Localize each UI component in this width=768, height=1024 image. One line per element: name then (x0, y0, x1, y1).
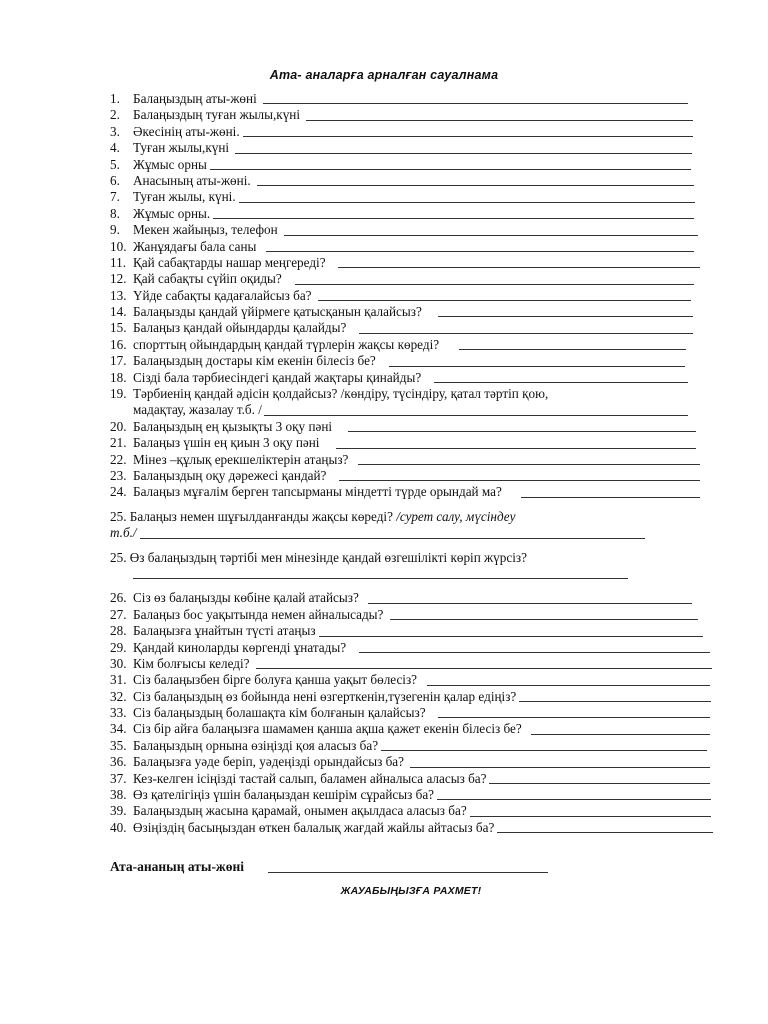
question-item (110, 91, 730, 107)
question-text: Балаңыз мұғалім берген тапсырманы міндетті түрде орындай ма? (133, 484, 502, 500)
question-item (110, 124, 730, 140)
question-item (110, 484, 730, 500)
question-item (110, 239, 730, 255)
answer-line[interactable] (459, 349, 686, 350)
page-title: Ата- аналарға арналған сауалнама (269, 68, 499, 82)
question-number: 38. (110, 787, 127, 803)
question-item (110, 640, 730, 656)
question-number: 15. (110, 320, 127, 336)
question-item (110, 672, 730, 688)
answer-line[interactable] (264, 415, 688, 416)
answer-line[interactable] (368, 603, 692, 604)
question-number: 30. (110, 655, 127, 671)
question-number: 24. (110, 484, 127, 500)
question-number: 23. (110, 467, 127, 483)
answer-line[interactable] (257, 185, 694, 186)
question-text: Балаңыздың жасына қарамай, онымен ақылдаса аласыз ба? (133, 803, 467, 819)
question-number: 9. (110, 222, 120, 238)
answer-line[interactable] (319, 636, 703, 637)
question-item (110, 803, 730, 819)
answer-line[interactable] (497, 832, 713, 833)
question-number: 11. (110, 254, 126, 270)
question-number: 27. (110, 606, 127, 622)
question-number: 35. (110, 737, 127, 753)
question-text: Кім болғысы келеді? (133, 655, 250, 671)
question-text: Анасының аты-жөні. (133, 172, 251, 188)
question-text: Сіз балаңыздың болашақта кім болғанын қалайсыз? (133, 705, 426, 721)
question-number: 33. (110, 705, 127, 721)
question-number: 16. (110, 336, 127, 352)
question-text: Сіз бір айға балаңызға шамамен қанша ақша қажет екенін білесіз бе? (133, 721, 522, 737)
question-text: Мінез –құлық ерекшеліктерін атаңыз? (133, 451, 349, 467)
answer-line[interactable] (438, 717, 710, 718)
question-item (110, 320, 730, 336)
answer-line[interactable] (390, 619, 698, 620)
answer-line[interactable] (434, 382, 688, 383)
thanks-text: ЖАУАБЫҢЫЗҒА РАХМЕТ! (340, 885, 482, 897)
question-number: 18. (110, 369, 127, 385)
question-number: 13. (110, 287, 127, 303)
question-number: 10. (110, 238, 127, 254)
answer-line[interactable] (266, 251, 694, 252)
question-item (110, 705, 730, 721)
question-text: Жұмыс орны (133, 156, 207, 172)
answer-line[interactable] (470, 816, 711, 817)
question-number: 3. (110, 123, 120, 139)
question-number: 26. (110, 590, 127, 606)
question-item (110, 107, 730, 123)
question-number: 34. (110, 721, 127, 737)
question-text: Балаңыздың туған жылы,күні (133, 107, 301, 123)
question-text: Балаңыз қандай ойындарды қалайды? (133, 320, 347, 336)
question-item (110, 820, 730, 836)
answer-line[interactable] (358, 464, 700, 465)
question-number: 14. (110, 304, 127, 320)
question-number: 29. (110, 639, 127, 655)
answer-line[interactable] (348, 431, 696, 432)
question-number: 8. (110, 205, 120, 221)
answer-line[interactable] (438, 316, 693, 317)
question-text: Әкесінің аты-жөні. (133, 123, 240, 139)
question-text: Балаңыздың достары кім екенін білесіз бе? (133, 353, 376, 369)
question-25a-cont: т.б./ (110, 525, 730, 541)
question-item (110, 288, 730, 304)
question-number: 2. (110, 107, 120, 123)
answer-line[interactable] (306, 120, 693, 121)
question-25a: 25. Балаңыз немен шұғылданғанды жақсы көреді? /сурет салу, мүсіндеу (110, 508, 516, 524)
question-25b-cont (110, 566, 730, 582)
question-number: 17. (110, 353, 127, 369)
answer-line[interactable] (256, 668, 712, 669)
question-25b: 25. Өз балаңыздың тәртібі мен мінезінде қандай өзгешілікті көріп жүрсіз? (110, 549, 527, 565)
question-item (110, 607, 730, 623)
question-item (110, 738, 730, 754)
question-item (110, 787, 730, 803)
question-list (110, 91, 730, 836)
question-text: Балаңыздың ең қызықты 3 оқу пәні (133, 418, 333, 434)
answer-line[interactable] (489, 783, 710, 784)
question-item (110, 206, 730, 222)
question-text: Сіз өз балаңызды көбіне қалай атайсыз? (133, 590, 359, 606)
question-number: 19. (110, 386, 127, 402)
answer-line[interactable] (389, 366, 685, 367)
answer-line[interactable] (339, 480, 700, 481)
question-text: Мекен жайыңыз, телефон (133, 222, 278, 238)
question-item (110, 623, 730, 639)
answer-line[interactable] (381, 750, 707, 751)
answer-line[interactable] (336, 448, 696, 449)
question-text: Сіз балаңызбен бірге болуға қанша уақыт бөлесіз? (133, 672, 418, 688)
question-number: 4. (110, 140, 120, 156)
answer-line[interactable] (243, 136, 693, 137)
answer-line[interactable] (263, 103, 688, 104)
question-text: Сіз балаңыздың өз бойында нені өзгерткенін,түзегенін қалар едіңіз? (133, 688, 517, 704)
answer-line[interactable] (213, 218, 694, 219)
question-number: 32. (110, 688, 127, 704)
question-item (110, 189, 730, 205)
question-item (110, 656, 730, 672)
question-item (110, 353, 730, 369)
question-number: 5. (110, 156, 120, 172)
answer-line[interactable] (338, 267, 700, 268)
question-number: 40. (110, 819, 127, 835)
question-item (110, 386, 730, 402)
question-text: Өз қателігіңіз үшін балаңыздан кешірім сұрайсыз ба? (133, 787, 435, 803)
question-text: Балаңыздың оқу дәрежесі қандай? (133, 467, 327, 483)
question-number: 12. (110, 271, 127, 287)
question-item (110, 452, 730, 468)
question-text: Кез-келген ісіңізді тастай салып, баламен айналыса аласыз ба? (133, 770, 487, 786)
question-number: 39. (110, 803, 127, 819)
answer-line[interactable] (519, 701, 711, 702)
question-item (110, 689, 730, 705)
answer-line[interactable] (410, 767, 710, 768)
answer-line[interactable] (235, 153, 692, 154)
answer-line[interactable] (239, 202, 695, 203)
question-item (110, 140, 730, 156)
question-text: Балаңыздың орнына өзіңізді қоя аласыз ба? (133, 737, 379, 753)
question-text: Жанұядағы бала саны (133, 238, 257, 254)
question-text: спорттың ойындардың қандай түрлерін жақсы көреді? (133, 336, 440, 352)
answer-line[interactable] (318, 300, 691, 301)
question-item (110, 590, 730, 606)
question-text: Туған жылы,күні (133, 140, 230, 156)
question-text: Балаңыздың аты-жөні (133, 91, 257, 106)
question-number: 1. (110, 91, 120, 106)
question-text: Туған жылы, күні. (133, 189, 236, 205)
question-text: Балаңызға ұнайтын түсті атаңыз (133, 623, 316, 639)
question-number: 6. (110, 172, 120, 188)
question-item (110, 157, 730, 173)
question-item-cont (110, 402, 730, 418)
question-item (110, 419, 730, 435)
question-item (110, 304, 730, 320)
question-number: 36. (110, 754, 127, 770)
question-text-cont: мадақтау, жазалау т.б. / (133, 402, 262, 418)
answer-line[interactable] (427, 685, 710, 686)
question-item (110, 222, 730, 238)
question-text: Жұмыс орны. (133, 205, 211, 221)
parent-signature: Ата-ананың аты-жөні (110, 858, 570, 876)
question-item (110, 370, 730, 386)
answer-line[interactable] (140, 538, 645, 539)
question-text: Үйде сабақты қадағалайсыз ба? (133, 287, 312, 303)
answer-line[interactable] (210, 169, 691, 170)
question-text: Балаңызды қандай үйірмеге қатысқанын қалайсыз? (133, 304, 422, 320)
question-text: Сізді бала тәрбиесіндегі қандай жақтары қинайды? (133, 369, 422, 385)
question-item (110, 255, 730, 271)
answer-line[interactable] (521, 497, 700, 498)
answer-line[interactable] (359, 333, 693, 334)
question-item (110, 173, 730, 189)
question-number: 37. (110, 770, 127, 786)
question-number: 20. (110, 418, 127, 434)
question-text: Өзіңіздің басыңыздан өткен балалық жағдай жайлы айтасыз ба? (133, 819, 495, 835)
question-text: Балаңызға уәде беріп, уәдеңізді орындайсыз ба? (133, 754, 405, 770)
answer-line[interactable] (295, 284, 694, 285)
answer-line[interactable] (133, 578, 628, 579)
signature-line[interactable] (268, 872, 548, 873)
question-item (110, 721, 730, 737)
question-text: Қай сабақты сүйіп оқиды? (133, 271, 282, 287)
question-item (110, 771, 730, 787)
answer-line[interactable] (284, 235, 698, 236)
answer-line[interactable] (437, 799, 711, 800)
question-item (110, 468, 730, 484)
question-item (110, 337, 730, 353)
question-item (110, 435, 730, 451)
question-number: 7. (110, 189, 120, 205)
question-number: 21. (110, 435, 127, 451)
question-number: 31. (110, 672, 127, 688)
answer-line[interactable] (359, 652, 710, 653)
question-text: Тәрбиенің қандай әдісін қолдайсыз? /көндіру, түсіндіру, қатал тәртіп қою, (133, 386, 549, 402)
question-text: Қай сабақтарды нашар меңгереді? (133, 254, 326, 270)
question-text: Балаңыз үшін ең қиын 3 оқу пәні (133, 435, 320, 451)
question-text: Қандай киноларды көргенді ұнатады? (133, 639, 347, 655)
question-item (110, 271, 730, 287)
question-text: Балаңыз бос уақытында немен айналысады? (133, 606, 384, 622)
question-number: 28. (110, 623, 127, 639)
answer-line[interactable] (531, 734, 710, 735)
question-number: 22. (110, 451, 127, 467)
question-item (110, 754, 730, 770)
